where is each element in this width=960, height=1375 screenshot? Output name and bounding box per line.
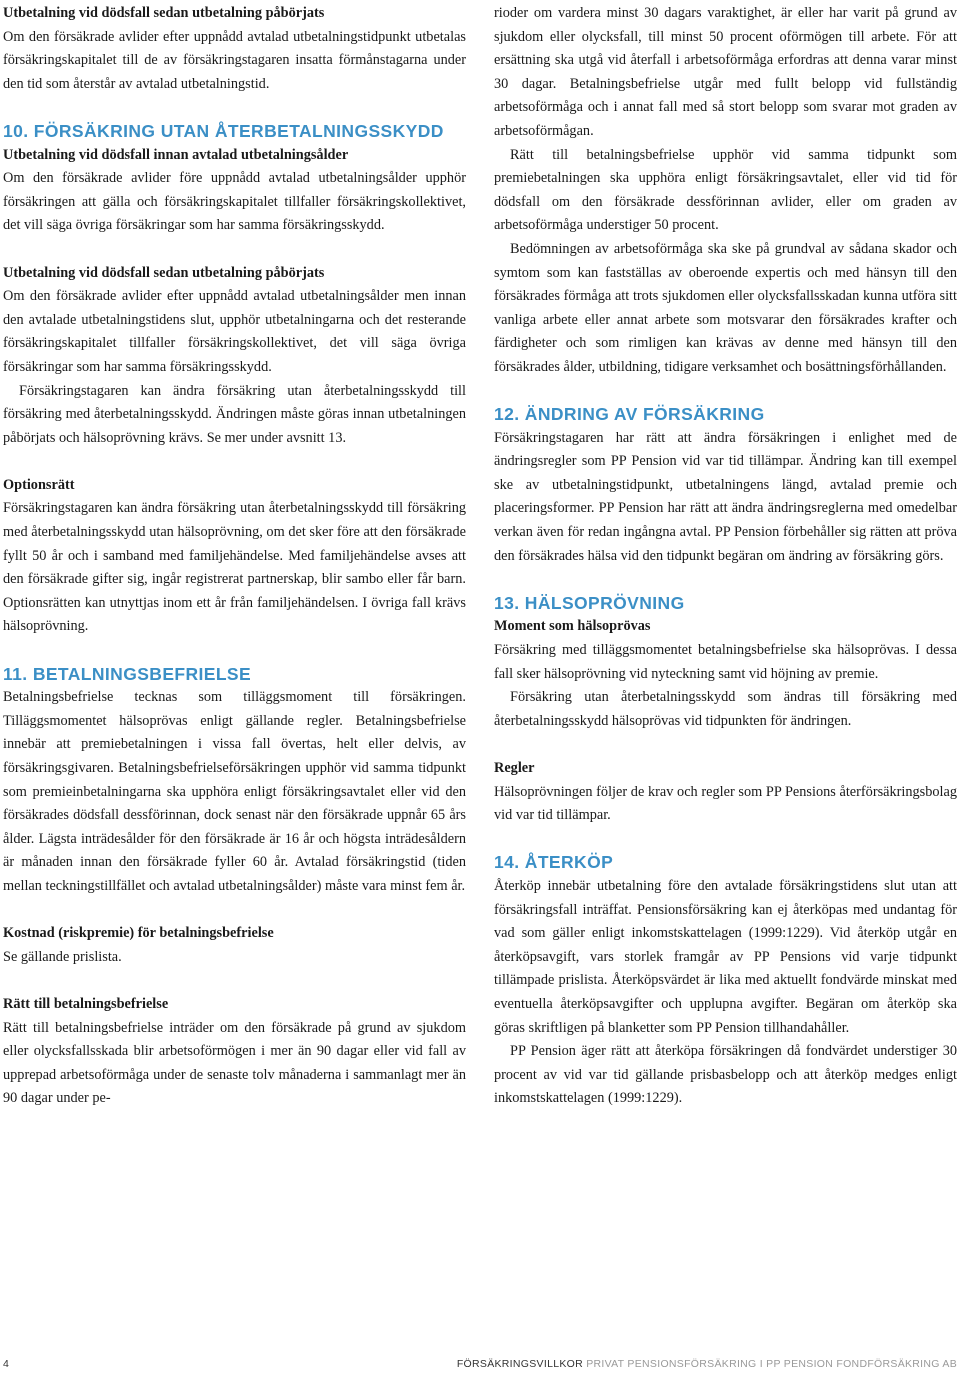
subheading-rules: Regler <box>494 760 535 776</box>
paragraph: Om den försäkrade avlider före uppnådd avtalad utbetalningsålder upphör försäkringen att gälla och försäkringskapitalet tillfaller försäkringskollektivet, det vill säga övriga försäkringar som har samma försäkringsskydd. <box>3 170 466 234</box>
subheading-moments: Moment som hälsoprövas <box>494 618 651 635</box>
paragraph: rioder om vardera minst 30 dagars varaktighet, är eller har varit på grund av sjukdom eller olycksfall, till minst 50 procent oförmögen till arbete. För att ersättning ska utgå vid återfall i arbetsoförmåga erfordras att denna varar minst 30 dagar. Betalningsbefrielse utgår med fullt belopp vid fullständig arbetsoförmåga och i annat fall med så stort belopp som svarar mot graden av arbetsoförmågan. <box>494 5 957 139</box>
paragraph: Om den försäkrade avlider efter uppnådd avtalad utbetalningsålder men innan den avtalade utbetalningstidens slut, upphör utbetalningarna och det resterande försäkringskapitalet tillfaller försäkringskollektivet, det vill säga övriga försäkringar som har samma försäkringsskydd. <box>3 288 466 375</box>
paragraph: Rätt till betalningsbefrielse inträder om den försäkrade på grund av sjukdom eller olycksfallsskada blir arbetsoförmögen i mer än 90 dagar eller vid fall av upprepad arbetsoförmåga under de senaste tolv månaderna i sammanlagt mer än 90 dagar under pe- <box>3 1019 466 1107</box>
section-title-12: 12. ÄNDRING AV FÖRSÄKRING <box>494 404 765 425</box>
paragraph: Försäkringstagaren har rätt att ändra försäkringen i enlighet med de ändringsregler som PP Pension vid var tid tillämpar. Ändring kan till exempel ske av utbetalningstidpunkt, utbetalningens längd, avtalad premie och placeringsformer. PP Pension har rätt att ändra ändringsreglerna med omedelbar verkan även för redan ingångna avtal. PP Pension förbehåller sig rätten att pröva den försäkrades hälsa vid den tidpunkt begäran om ändring av försäkring görs. <box>494 429 957 564</box>
subheading-payout-after-start: Utbetalning vid dödsfall sedan utbetalning påbörjats <box>3 264 325 281</box>
subheading-cost: Kostnad (riskpremie) för betalningsbefrielse <box>3 925 274 942</box>
footer-title-main: FÖRSÄKRINGSVILLKOR <box>456 1358 584 1370</box>
footer-title-sub: PRIVAT PENSIONSFÖRSÄKRING I PP PENSION FONDFÖRSÄKRING AB <box>586 1358 957 1370</box>
subheading-payout-before-age: Utbetalning vid dödsfall innan avtalad utbetalningsålder <box>3 146 349 163</box>
section-title-11: 11. BETALNINGSBEFRIELSE <box>3 663 252 684</box>
paragraph: Försäkringstagaren kan ändra försäkring utan återbetalningsskydd till försäkring med återbetalningsskydd. Ändringen måste göras innan utbetalningen påbörjats och hälsoprövning krävs. Se mer under avsnitt 13. <box>3 382 466 446</box>
section-title-14: 14. ÅTERKÖP <box>494 852 614 873</box>
subheading-right-to-exemption: Rätt till betalningsbefrielse <box>3 995 169 1012</box>
paragraph: Om den försäkrade avlider efter uppnådd avtalad utbetalningstidpunkt utbetalas försäkringskapitalet till de av försäkringstagaren insatta förmånstagarna under den tid som återstår av avtalad utbetalningstid. <box>3 28 466 92</box>
section-title-13: 13. HÄLSOPRÖVNING <box>494 592 685 613</box>
paragraph: Rätt till betalningsbefrielse upphör vid samma tidpunkt som premiebetalningen ska upphöra enligt försäkringsavtalet, eller vid tid för dödsfall om den försäkrade dessförinnan avlider, eller om graden av arbetsoförmåga understiger 50 procent. <box>494 146 957 234</box>
paragraph: Försäkring utan återbetalningsskydd som ändras till försäkring med återbetalningsskydd hälsoprövas vid tidpunkten för ändringen. <box>494 689 957 729</box>
section-title-10: 10. FÖRSÄKRING UTAN ÅTERBETALNINGSSKYDD <box>3 120 444 141</box>
page-number: 4 <box>3 1358 10 1370</box>
paragraph: Hälsoprövningen följer de krav och regler som PP Pensions återförsäkringsbolag vid var tid tillämpar. <box>494 783 957 824</box>
subheading-payout-after-start: Utbetalning vid dödsfall sedan utbetalning påbörjats <box>3 5 325 21</box>
footer-title <box>457 1358 957 1370</box>
paragraph: Bedömningen av arbetsoförmåga ska ske på grundval av sådana skador och symtom som kan fastställas av oberoende expertis och med hänsyn till den försäkrades förmåga att trots sjukdomen eller olycksfallsskadan kunna utföra sitt vanliga arbete eller annat arbete som motsvarar den försäkrades krafter och färdigheter och som rimligen kan krävas av denne med hänsyn till den försäkrades ålder, utbildning, tidigare verksamhet och bosättningsförhållanden. <box>494 240 957 375</box>
paragraph: Försäkringstagaren kan ändra försäkring utan återbetalningsskydd till försäkring med återbetalningsskydd utan hälsoprövning, om det sker före att den försäkrade fyllt 50 år och i samband med familjehändelse. Med familjehändelse avses att den försäkrade gifter sig, ingår registrerat partnerskap, blir sambo eller får barn. Optionsrätten kan utnyttjas inom ett år från familjehändelsen. I övriga fall krävs hälsoprövning. <box>3 500 466 635</box>
right-column <box>494 2 957 1111</box>
paragraph: Försäkring med tilläggsmomentet betalningsbefrielse ska hälsoprövas. I dessa fall sker hälsoprövning vid nyteckning samt vid höjning av premie. <box>494 642 957 682</box>
paragraph: Se gällande prislista. <box>3 948 122 965</box>
left-column <box>3 2 466 1111</box>
subheading-option-right: Optionsrätt <box>3 476 75 493</box>
paragraph: Betalningsbefrielse tecknas som tilläggsmoment till försäkringen. Tilläggsmomentet hälsoprövas enligt gällande regler. Betalningsbefrielse innebär att premiebetalningen i vissa fall övertas, helt eller delvis, av försäkringsgivaren. Betalningsbefrielseförsäkringen upphör vid samma tidpunkt som premieinbetalningarna ska upphöra enligt försäkringsavtalet eller vid den försäkrades dödsfall dessförinnan, dock senast när den försäkrade uppnår 65 års ålder. Lägsta inträdesålder för den försäkrade är 16 år och högsta inträdesåldern är månaden innan den försäkrade fyller 60 år. Avtalad försäkringstid (tiden mellan teckningstillfället och avtalad utbetalningsålder) måste vara minst fem år. <box>3 689 466 894</box>
paragraph: Återköp innebär utbetalning före den avtalade försäkringstidens slut utan att försäkringsfall inträffat. Pensionsförsäkring kan ej återköpas med undantag för vad som gäller enligt inkomstskattelagen (1999:1229). Vid återköp utgår en återköpsavgift, vars storlek framgår av PP Pensions vid varje tidpunkt tillämpade prislista. Återköpsvärdet är lika med aktuellt fondvärde minskat med eventuella återköpsavgifter och upplupna avgifter. Begäran om återköp ska göras skriftligen på blanketter som PP Pension tillhandahåller. <box>494 877 957 1036</box>
paragraph: PP Pension äger rätt att återköpa försäkringen då fondvärdet understiger 30 procent av vid var tid gällande prisbasbelopp och att återköp medges enligt inkomstskattelagen (1999:1229). <box>494 1043 957 1107</box>
